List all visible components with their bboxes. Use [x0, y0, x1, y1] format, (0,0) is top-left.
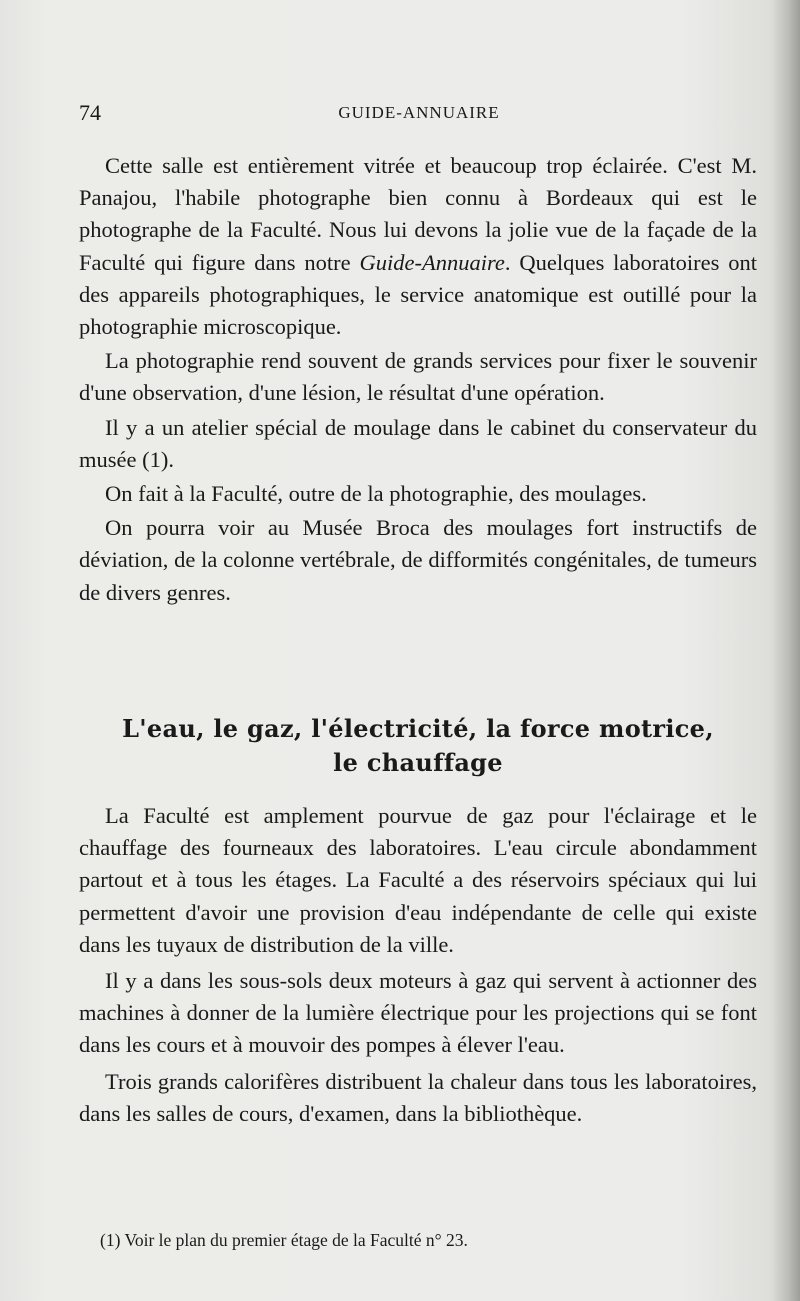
section-body [79, 800, 757, 1130]
paragraph-text: Cette salle est entièrement vitrée et beaucoup trop éclairée. C'est M. Panajou, l'habile photographe bien connu à Bordeaux qui est le photographe de la Faculté. Nous lui devons la jolie vue de la façade de la Faculté qui figure dans notre [79, 153, 757, 275]
paragraph: Trois grands calorifères distribuent la chaleur dans tous les laboratoires, dans les salles de cours, d'examen, dans la bibliothèque. [79, 1068, 757, 1126]
running-head: GUIDE-ANNUAIRE [338, 103, 500, 122]
footnote: (1) Voir le plan du premier étage de la Faculté n° 23. [100, 1230, 468, 1250]
page-number: 74 [79, 100, 101, 125]
paragraph: Il y a dans les sous-sols deux moteurs à gaz qui servent à actionner des machines à donner de la lumière électrique pour les projections qui se font dans les cours et à mouvoir des pompes à élever l'eau. [79, 968, 757, 1058]
paragraph [79, 150, 757, 343]
paragraph: La photographie rend souvent de grands services pour fixer le souvenir d'une observation, d'une lésion, le résultat d'une opération. [79, 348, 757, 406]
paragraph: Il y a un atelier spécial de moulage dans le cabinet du conservateur du musée (1). [79, 414, 757, 472]
paragraph-text: . Quelques laboratoires ont des appareils photographiques, le service anatomique est outillé pour la photographie microscopique. [79, 249, 757, 340]
section-heading [79, 712, 757, 780]
page-header [79, 100, 759, 130]
paragraph: La Faculté est amplement pourvue de gaz pour l'éclairage et le chauffage des fourneaux des laboratoires. L'eau circule abondamment partout et à tous les étages. La Faculté a des réservoirs spéciaux qui lui permettent d'avoir une provision d'eau indépendante de celle qui existe dans les tuyaux de distribution de la ville. [79, 803, 757, 957]
page-edge-shadow [772, 0, 800, 1301]
paragraph: On pourra voir au Musée Broca des moulages fort instructifs de déviation, de la colonne vertébrale, de difformités congénitales, de tumeurs de divers genres. [79, 515, 757, 605]
paragraph: On fait à la Faculté, outre de la photographie, des moulages. [105, 481, 647, 507]
body-text [79, 150, 757, 609]
italic-title: Guide-Annuaire [359, 249, 505, 275]
section-heading-line: L'eau, le gaz, l'électricité, la force motrice, [122, 714, 714, 743]
section-heading-line: le chauffage [333, 748, 503, 777]
